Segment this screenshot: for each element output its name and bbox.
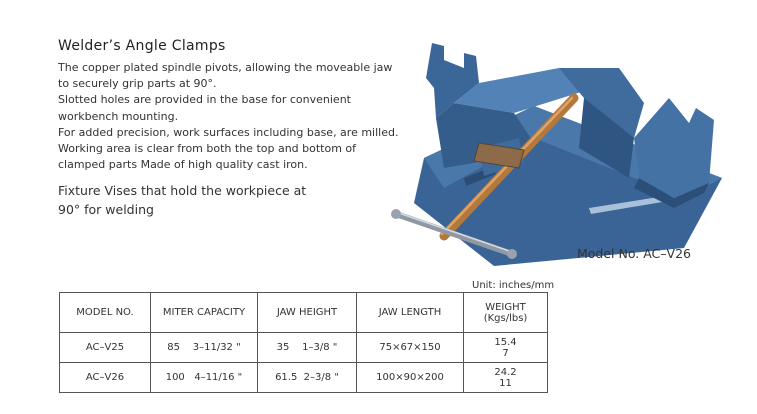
header-jaw-length: JAW LENGTH — [357, 293, 464, 333]
cell-weight-kg: 24.2 — [494, 366, 517, 378]
cell-jaw-height: 61.5 2–3/8 " — [258, 363, 357, 393]
cell-weight — [464, 363, 548, 393]
cell-jaw-length: 100×90×200 — [357, 363, 464, 393]
t-handle-end — [391, 209, 401, 219]
cell-miter: 100 4–11/16 " — [151, 363, 258, 393]
description-line: The copper plated spindle pivots, allowing the moveable jaw — [58, 61, 393, 74]
description-line: Slotted holes are provided in the base for convenient — [58, 93, 351, 107]
cell-weight-kg: 15.4 — [494, 336, 517, 348]
cell-model: AC–V26 — [60, 363, 151, 393]
t-handle-end — [507, 249, 517, 259]
product-title: Welder’s Angle Clamps — [58, 38, 226, 54]
product-description — [58, 60, 403, 173]
cell-miter: 85 3–11/32 " — [151, 333, 258, 363]
header-weight — [464, 293, 548, 333]
header-weight-label: WEIGHT — [485, 301, 526, 313]
header-weight-unit: (Kgs/lbs) — [483, 312, 528, 324]
header-jaw-height: JAW HEIGHT — [258, 293, 357, 333]
fixture-line: 90° for welding — [58, 202, 154, 217]
header-miter: MITER CAPACITY — [151, 293, 258, 333]
spec-table — [59, 292, 548, 393]
table-row — [60, 363, 548, 393]
description-line: Working area is clear from both the top and bottom of — [58, 142, 357, 156]
model-caption: Model No. AC–V26 — [577, 246, 691, 261]
cell-weight-lb: 11 — [499, 377, 512, 389]
table-row — [60, 333, 548, 363]
cell-model: AC–V25 — [60, 333, 151, 363]
description-line: For added precision, work surfaces including base, are milled. — [58, 125, 399, 139]
unit-note: Unit: inches/mm — [472, 280, 555, 291]
cell-weight — [464, 333, 548, 363]
cell-jaw-height: 35 1–3/8 " — [258, 333, 357, 363]
description-line: to securely grip parts at 90°. — [58, 77, 217, 91]
cell-weight-lb: 7 — [502, 347, 509, 359]
cell-jaw-length: 75×67×150 — [357, 333, 464, 363]
fixture-note — [58, 181, 358, 219]
angle-clamp-photo — [384, 28, 724, 268]
description-line: clamped parts Made of high quality cast iron. — [58, 158, 308, 172]
table-header-row — [60, 293, 548, 333]
description-line: workbench mounting. — [58, 109, 179, 123]
header-model: MODEL NO. — [60, 293, 151, 333]
fixture-line: Fixture Vises that hold the workpiece at — [58, 183, 307, 198]
